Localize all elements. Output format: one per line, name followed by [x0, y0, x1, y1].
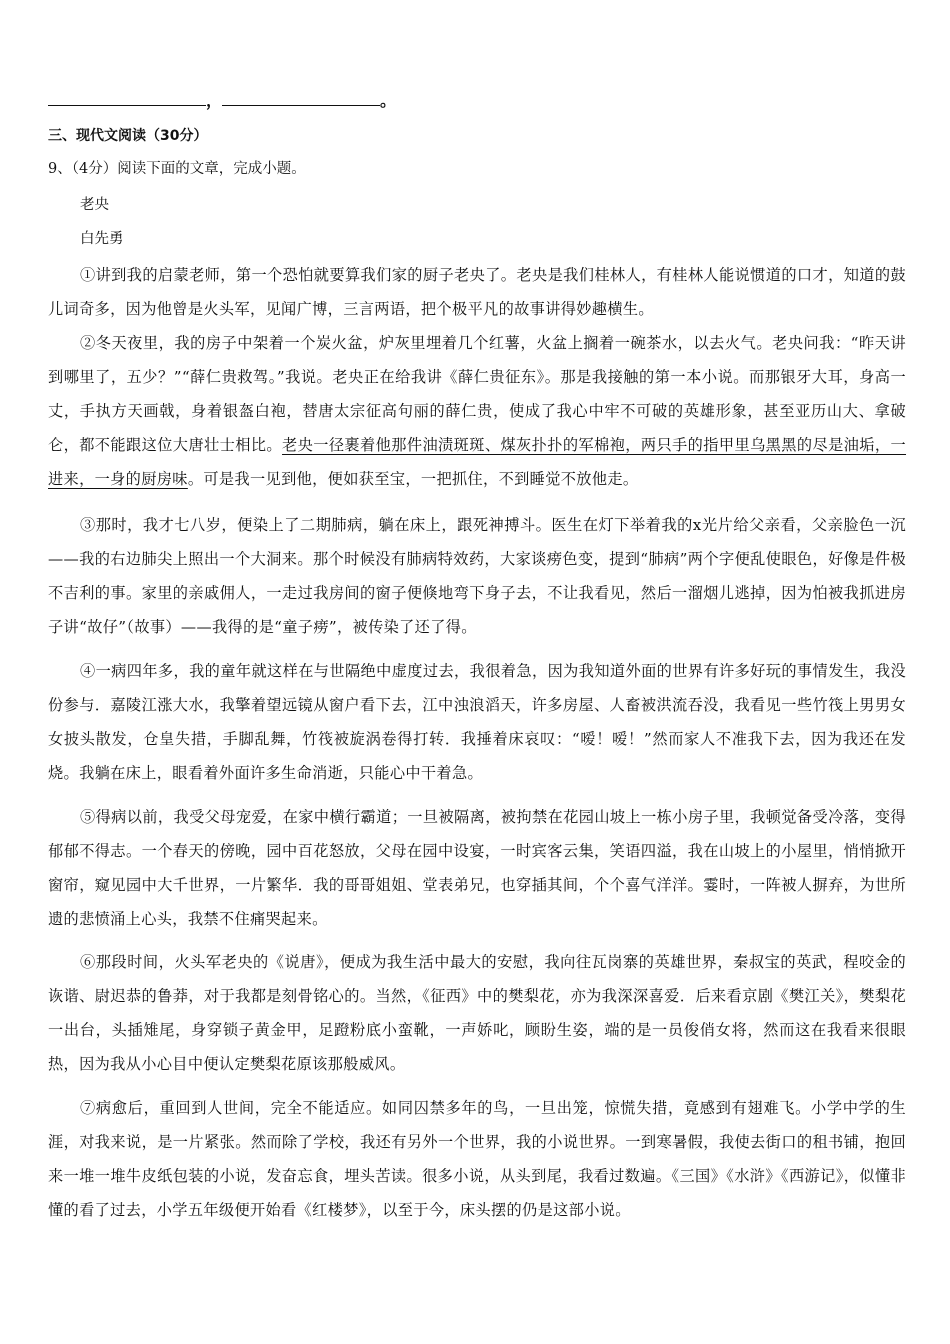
period: 。	[380, 91, 397, 110]
paragraph-5: ⑤得病以前，我受父母宠爱，在家中横行霸道；一旦被隔离，被拘禁在花园山坡上一栋小房子里，我顿觉备受冷落，变得郁郁不得志。一个春天的傍晚，园中百花怒放，父母在园中设宴，一时宾客云集，笑语四溢，我在山坡上的小屋里，悄悄掀开窗帘，窥见园中大千世界，一片繁华．我的哥哥姐姐、堂表弟兄，也穿插其间，个个喜气洋洋。霎时，一阵被人摒弃，为世所遗的悲愤涌上心头，我禁不住痛哭起来。	[48, 808, 906, 928]
paragraph-1: ①讲到我的启蒙老师，第一个恐怕就要算我们家的厨子老央了。老央是我们桂林人，有桂林人能说惯道的口才，知道的鼓儿词奇多，因为他曾是火头军，见闻广博，三言两语，把个极平凡的故事讲得妙趣横生。	[48, 266, 906, 318]
paragraph-6: ⑥那段时间，火头军老央的《说唐》，便成为我生活中最大的安慰，我向往瓦岗寨的英雄世界，秦叔宝的英武，程咬金的诙谐、尉迟恭的鲁莽，对于我都是刻骨铭心的。当然，《征西》中的樊梨花，亦为我深深喜爱．后来看京剧《樊江关》，樊梨花一出台，头插雉尾，身穿锁子黄金甲，足蹬粉底小蛮靴，一声娇叱，顾盼生姿，端的是一员俊俏女将，然而这在我看来很眼热，因为我从小心目中便认定樊梨花原该那般威风。	[48, 953, 906, 1073]
question-prompt: 9、（4分）阅读下面的文章，完成小题。	[48, 161, 306, 177]
answer-blank-1[interactable]	[48, 91, 206, 106]
paragraph-3: ③那时，我才七八岁，便染上了二期肺病，躺在床上，跟死神搏斗。医生在灯下举着我的x光片给父亲看，父亲脸色一沉——我的右边肺尖上照出一个大洞来。那个时候没有肺病特效药，大家谈痨色变，提到“肺病”两个字便乱使眼色，好像是件极不吉利的事。家里的亲戚佣人，一走过我房间的窗子便倏地弯下身子去，不让我看见，然后一溜烟儿逃掉，因为怕被我抓进房子讲“故仔”（故事）——我得的是“童子痨”，被传染了还了得。	[48, 516, 906, 636]
article-title: 老央	[80, 197, 109, 213]
answer-blank-line	[48, 88, 396, 111]
section-title: 三、现代文阅读（30分）	[48, 128, 208, 144]
article-author: 白先勇	[80, 231, 124, 247]
paragraph-7: ⑦病愈后，重回到人世间，完全不能适应。如同囚禁多年的鸟，一旦出笼，惊慌失措，竟感到有翅难飞。小学中学的生涯，对我来说，是一片紧张。然而除了学校，我还有另外一个世界，我的小说世界。一到寒暑假，我使去街口的租书铺，抱回来一堆一堆牛皮纸包装的小说，发奋忘食，埋头苦读。很多小说，从头到尾，我看过数遍。《三国》《水浒》《西游记》，似懂非懂的看了过去，小学五年级便开始看《红楼梦》，以至于今，床头摆的仍是这部小说。	[48, 1099, 906, 1219]
paragraph-2-tail: 。可是我一见到他，便如获至宝，一把抓住，不到睡觉不放他走。	[187, 470, 639, 488]
paragraph-2-text: ②冬天夜里，我的房子中架着一个炭火盆，炉灰里埋着几个红薯，火盆上搁着一碗茶水，以去火气。老央问我：“昨天讲到哪里了，五少？”“薛仁贵救驾。”我说。老央正在给我讲《薛仁贵征东》。那是我接触的第一本小说。而那银牙大耳，身高一丈，手执方天画戟，身着银盔白袍，替唐太宗征高句丽的薛仁贵，使成了我心中牢不可破的英雄形象，甚至亚历山大、拿破仑，都不能跟这位大唐壮士相比。	[48, 334, 906, 454]
paragraph-4: ④一病四年多，我的童年就这样在与世隔绝中虚度过去，我很着急，因为我知道外面的世界有许多好玩的事情发生，我没份参与．嘉陵江涨大水，我擎着望远镜从窗户看下去，江中浊浪滔天，许多房屋、人畜被洪流吞没，我看见一些竹筏上男男女女披头散发，仓皇失措，手脚乱舞，竹筏被旋涡卷得打转．我捶着床哀叹：“嗳！嗳！”然而家人不准我下去，因为我还在发烧。我躺在床上，眼看着外面许多生命消逝，只能心中干着急。	[48, 662, 906, 782]
underlined-passage: 老央一径裹着他那件油渍斑斑、煤灰扑扑的军棉袍，两只手的指甲里乌黑黑的尽是油垢，一进来，一身的厨房味	[48, 436, 907, 488]
answer-blank-2[interactable]	[222, 91, 380, 106]
comma: ，	[206, 91, 223, 110]
paragraph-2	[48, 326, 906, 496]
